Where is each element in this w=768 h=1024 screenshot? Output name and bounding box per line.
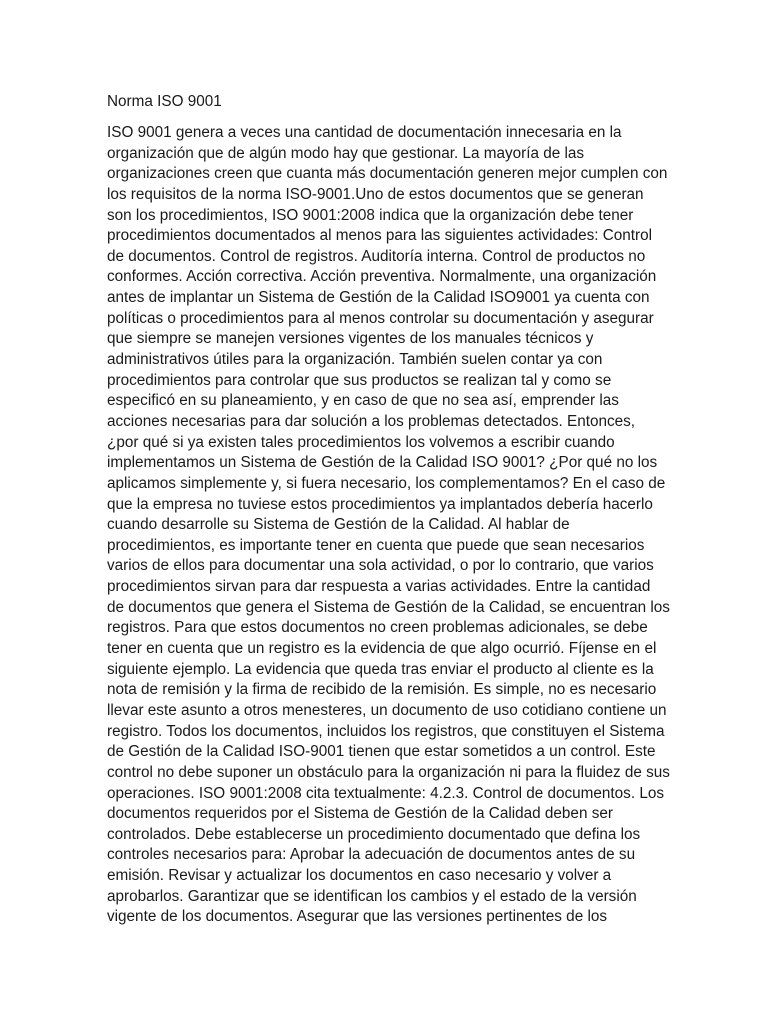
body-line: llevar este asunto a otros menesteres, un documento de uso cotidiano contiene un bbox=[107, 701, 667, 719]
document-title: Norma ISO 9001 bbox=[107, 93, 222, 110]
body-line: que siempre se manejen versiones vigentes de los manuales técnicos y bbox=[107, 330, 594, 348]
body-line: registro. Todos los documentos, incluidos los registros, que constituyen el Sistema bbox=[107, 722, 665, 740]
body-line: implementamos un Sistema de Gestión de la Calidad ISO 9001? ¿Por qué no los bbox=[107, 454, 658, 472]
document-body bbox=[107, 123, 670, 928]
body-line: procedimientos, es importante tener en cuenta que puede que sean necesarios bbox=[107, 536, 645, 554]
body-line: tener en cuenta que un registro es la evidencia de que algo ocurrió. Fíjense en el bbox=[107, 640, 657, 658]
body-line: procedimientos documentados al menos para las siguientes actividades: Control bbox=[107, 227, 653, 245]
body-line: administrativos útiles para la organización. También suelen contar ya con bbox=[107, 351, 603, 369]
body-line: documentos requeridos por el Sistema de Gestión de la Calidad deben ser bbox=[107, 805, 613, 823]
body-line: conformes. Acción correctiva. Acción preventiva. Normalmente, una organización bbox=[107, 268, 657, 286]
body-line: aprobarlos. Garantizar que se identifican los cambios y el estado de la versión bbox=[107, 887, 637, 905]
body-line: organización que de algún modo hay que gestionar. La mayoría de las bbox=[107, 144, 585, 162]
body-line: organizaciones creen que cuanta más documentación generen mejor cumplen con bbox=[107, 165, 668, 183]
body-line: políticas o procedimientos para al menos controlar su documentación y asegurar bbox=[107, 309, 654, 327]
body-line: operaciones. ISO 9001:2008 cita textualmente: 4.2.3. Control de documentos. Los bbox=[107, 784, 664, 802]
body-line: antes de implantar un Sistema de Gestión de la Calidad ISO9001 ya cuenta con bbox=[107, 289, 650, 307]
body-line: procedimientos para controlar que sus productos se realizan tal y como se bbox=[107, 371, 612, 389]
body-line: los requisitos de la norma ISO-9001.Uno de estos documentos que se generan bbox=[107, 185, 644, 203]
body-line: que la empresa no tuviese estos procedimientos ya implantados debería hacerlo bbox=[107, 495, 653, 513]
body-line: son los procedimientos, ISO 9001:2008 indica que la organización debe tener bbox=[107, 206, 634, 224]
body-line: de documentos. Control de registros. Auditoría interna. Control de productos no bbox=[107, 247, 646, 265]
body-line: varios de ellos para documentar una sola actividad, o por lo contrario, que varios bbox=[107, 557, 654, 575]
body-line: procedimientos sirvan para dar respuesta a varias actividades. Entre la cantidad bbox=[107, 578, 651, 596]
body-line: especificó en su planeamiento, y en caso de que no sea así, emprender las bbox=[107, 392, 619, 410]
body-line: siguiente ejemplo. La evidencia que queda tras enviar el producto al cliente es la bbox=[107, 660, 654, 678]
body-line: nota de remisión y la firma de recibido de la remisión. Es simple, no es necesario bbox=[107, 681, 657, 699]
body-line: aplicamos simplemente y, si fuera necesario, los complementamos? En el caso de bbox=[107, 474, 666, 492]
body-line: cuando desarrolle su Sistema de Gestión de la Calidad. Al hablar de bbox=[107, 516, 570, 534]
body-line: vigente de los documentos. Asegurar que las versiones pertinentes de los bbox=[107, 908, 608, 926]
body-line: control no debe suponer un obstáculo para la organización ni para la fluidez de sus bbox=[107, 763, 670, 781]
body-line: registros. Para que estos documentos no creen problemas adicionales, se debe bbox=[107, 619, 648, 637]
body-line: emisión. Revisar y actualizar los documentos en caso necesario y volver a bbox=[107, 867, 612, 885]
body-line: controles necesarios para: Aprobar la adecuación de documentos antes de su bbox=[107, 846, 636, 864]
body-line: de documentos que genera el Sistema de Gestión de la Calidad, se encuentran los bbox=[107, 598, 670, 616]
body-line: controlados. Debe establecerse un procedimiento documentado que defina los bbox=[107, 825, 641, 843]
body-line: ¿por qué si ya existen tales procedimientos los volvemos a escribir cuando bbox=[107, 433, 615, 451]
body-line: de Gestión de la Calidad ISO-9001 tienen que estar sometidos a un control. Este bbox=[107, 743, 656, 761]
body-line: ISO 9001 genera a veces una cantidad de documentación innecesaria en la bbox=[107, 124, 622, 141]
body-line: acciones necesarias para dar solución a los problemas detectados. Entonces, bbox=[107, 412, 636, 430]
